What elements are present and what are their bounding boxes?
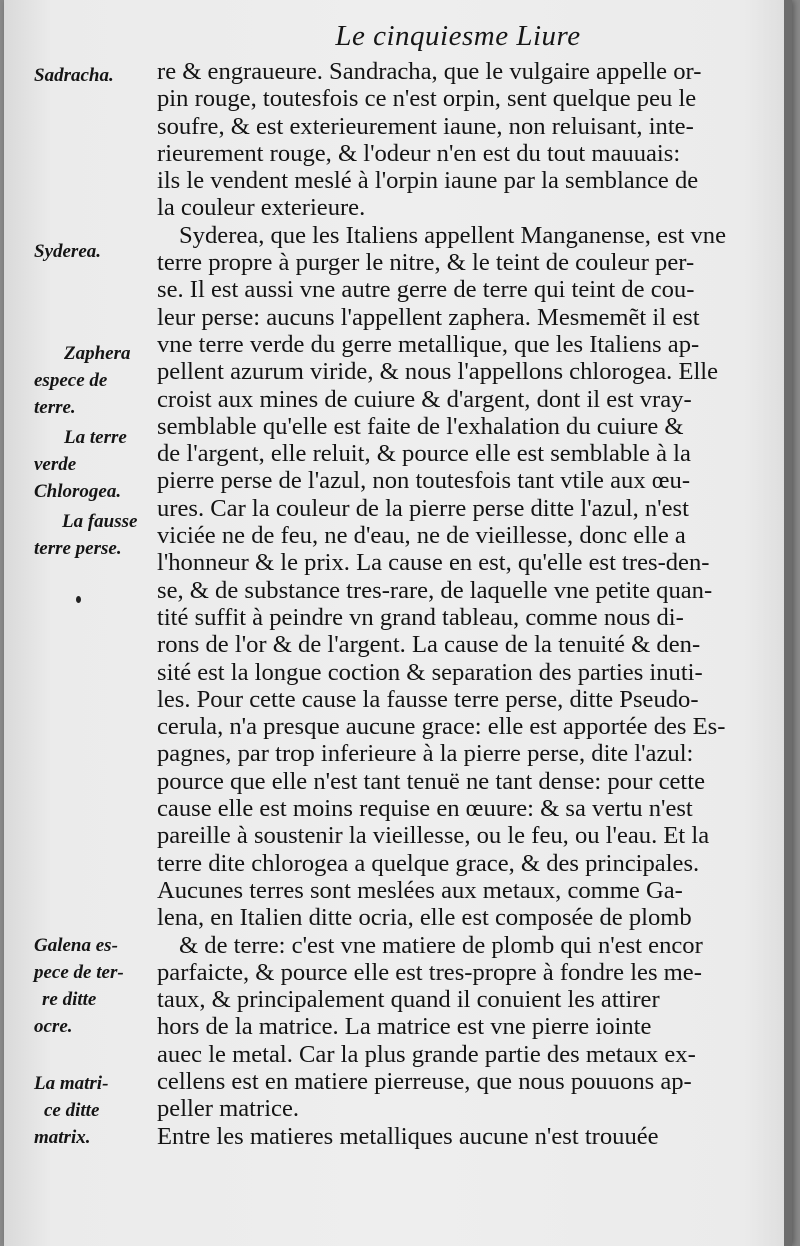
text-line: hors de la matrice. La matrice est vne pierre iointe bbox=[157, 1013, 652, 1041]
text-line: lena, en Italien ditte ocria, elle est composée de plomb bbox=[157, 904, 692, 932]
text-line: pagnes, par trop inferieure à la pierre perse, dite l'azul: bbox=[157, 740, 694, 768]
text-line: soufre, & est exterieurement iaune, non reluisant, inte- bbox=[157, 112, 694, 140]
text-line: pierre perse de l'azul, non toutesfois tant vtile aux œu- bbox=[157, 467, 691, 495]
text-line: re & engraueure. Sandracha, que le vulgaire appelle or- bbox=[157, 58, 702, 85]
margin-note: Galena es- pece de ter- bbox=[34, 935, 124, 983]
book-page bbox=[4, 0, 792, 1246]
text-line: tité suffit à peindre vn grand tableau, comme nous di- bbox=[157, 603, 684, 631]
margin-note: espece de terre. bbox=[34, 370, 108, 418]
text-line: cerula, n'a presque aucune grace: elle est apportée des Es- bbox=[157, 713, 726, 741]
text-line: croist aux mines de cuiure & d'argent, dont il est vray- bbox=[157, 385, 692, 413]
text-line: parfaicte, & pource elle est tres-propre à fondre les me- bbox=[157, 958, 702, 986]
margin-note: Sadracha. bbox=[34, 65, 114, 86]
margin-note: verde Chlorogea. bbox=[34, 454, 122, 502]
margin-note: matrix. bbox=[34, 1127, 91, 1148]
text-line: de l'argent, elle reluit, & pource elle est semblable à la bbox=[157, 440, 691, 468]
text-line: terre dite chlorogea a quelque grace, & des principales. bbox=[157, 849, 700, 877]
margin-note: La fausse bbox=[62, 511, 138, 532]
main-text-block bbox=[157, 58, 757, 1150]
text-line: taux, & principalement quand il conuient les attirer bbox=[157, 986, 660, 1014]
ink-speck bbox=[76, 596, 81, 603]
text-line: rons de l'or & de l'argent. La cause de la tenuité & den- bbox=[157, 631, 701, 659]
margin-note: ce ditte bbox=[44, 1100, 100, 1121]
margin-note: La matri- bbox=[34, 1073, 109, 1094]
text-line: se, & de substance tres-rare, de laquelle vne petite quan- bbox=[157, 576, 713, 604]
text-line: semblable qu'elle est faite de l'exhalation du cuiure & bbox=[157, 412, 684, 440]
text-line: cellens est en matiere pierreuse, que nous pouuons ap- bbox=[157, 1067, 692, 1095]
margin-note: Syderea. bbox=[34, 241, 102, 262]
margin-note: terre perse. bbox=[34, 538, 122, 559]
text-line: sité est la longue coction & separation des parties inuti- bbox=[157, 658, 703, 686]
text-line: auec le metal. Car la plus grande partie des metaux ex- bbox=[157, 1040, 696, 1068]
text-line: se. Il est aussi vne autre gerre de terre qui teint de cou- bbox=[157, 276, 695, 304]
text-line: pource que elle n'est tant tenuë ne tant dense: pour cette bbox=[157, 767, 706, 795]
text-line: ils le vendent meslé à l'orpin iaune par la semblance de bbox=[157, 167, 699, 195]
text-line: Aucunes terres sont meslées aux metaux, comme Ga- bbox=[157, 876, 683, 904]
text-line: vne terre verde du gerre metallique, que les Italiens ap- bbox=[157, 330, 700, 358]
text-line: Entre les matieres metalliques aucune n'est trouuée bbox=[157, 1122, 659, 1150]
margin-note: La terre bbox=[64, 427, 127, 448]
text-line: peller matrice. bbox=[157, 1095, 300, 1123]
text-line: pellent azurum viride, & nous l'appellons chlorogea. Elle bbox=[157, 358, 719, 386]
text-line: rieurement rouge, & l'odeur n'en est du tout mauuais: bbox=[157, 139, 681, 167]
page-edge bbox=[784, 0, 792, 1246]
text-line: leur perse: aucuns l'appellent zaphera. Mesmemẽt il est bbox=[157, 303, 700, 331]
text-line: les. Pour cette cause la fausse terre perse, ditte Pseudo- bbox=[157, 685, 699, 713]
text-line: pareille à soustenir la vieillesse, ou le feu, ou l'eau. Et la bbox=[157, 822, 710, 850]
text-line: cause elle est moins requise en œuure: & sa vertu n'est bbox=[157, 795, 693, 823]
margin-note: ocre. bbox=[34, 1016, 73, 1037]
margin-note: re ditte bbox=[42, 989, 97, 1010]
text-line: & de terre: c'est vne matiere de plomb qui n'est encor bbox=[179, 931, 703, 959]
text-line: viciée ne de feu, ne d'eau, ne de vieillesse, donc elle a bbox=[157, 522, 686, 550]
running-title: Le cinquiesme Liure bbox=[335, 20, 581, 52]
text-line: la couleur exterieure. bbox=[157, 194, 366, 222]
text-line: Syderea, que les Italiens appellent Manganense, est vne bbox=[179, 221, 727, 249]
text-line: pin rouge, toutesfois ce n'est orpin, sent quelque peu le bbox=[157, 85, 697, 113]
text-line: l'honneur & le prix. La cause en est, qu'elle est tres-den- bbox=[157, 549, 710, 577]
margin-note: Zaphera bbox=[64, 343, 131, 364]
text-line: ures. Car la couleur de la pierre perse ditte l'azul, n'est bbox=[157, 494, 689, 522]
text-line: terre propre à purger le nitre, & le teint de couleur per- bbox=[157, 249, 695, 277]
